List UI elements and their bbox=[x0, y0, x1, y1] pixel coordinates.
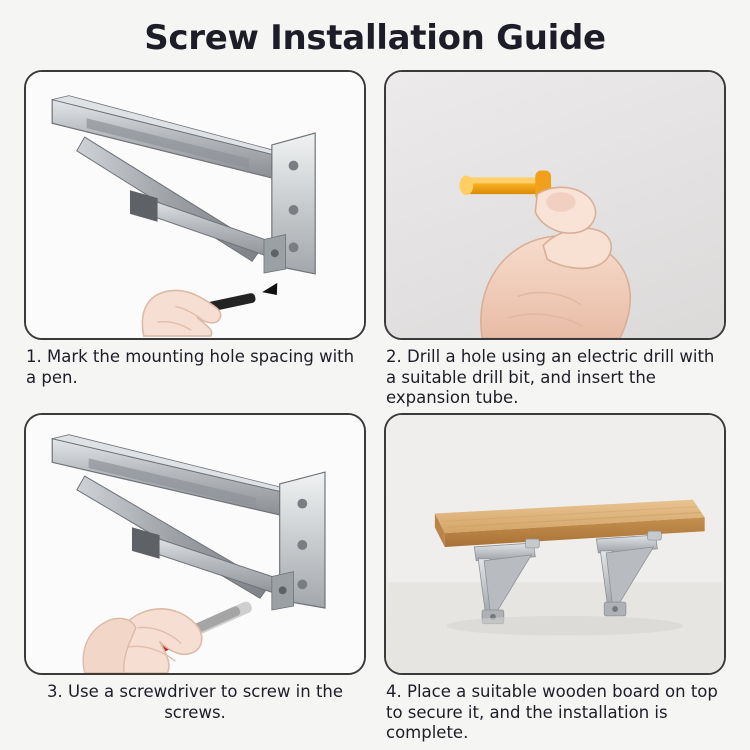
step-2-caption: 2. Drill a hole using an electric drill with a suitable drill bit, and insert the expansion tube. bbox=[386, 347, 715, 408]
folding-bracket-illustration bbox=[26, 72, 364, 338]
step-1-caption: 1. Mark the mounting hole spacing with a pen. bbox=[26, 347, 355, 387]
step-2-photo bbox=[384, 70, 726, 340]
page-title: Screw Installation Guide bbox=[144, 18, 606, 58]
step-4-cell bbox=[384, 413, 726, 744]
step-1-photo bbox=[24, 70, 366, 340]
step-3-cell bbox=[24, 413, 366, 744]
step-1-cell bbox=[24, 70, 366, 409]
mounted-shelf-illustration bbox=[386, 415, 724, 673]
step-2-cell bbox=[384, 70, 726, 409]
expansion-tube-insert-illustration bbox=[386, 72, 724, 338]
step-4-caption: 4. Place a suitable wooden board on top to secure it, and the installation is complete. bbox=[386, 681, 718, 743]
screwdriver-install-illustration bbox=[26, 415, 364, 673]
step-4-photo bbox=[384, 413, 726, 675]
steps-grid bbox=[0, 70, 750, 744]
step-3-caption: 3. Use a screwdriver to screw in the screws. bbox=[46, 681, 344, 722]
step-3-photo bbox=[24, 413, 366, 675]
